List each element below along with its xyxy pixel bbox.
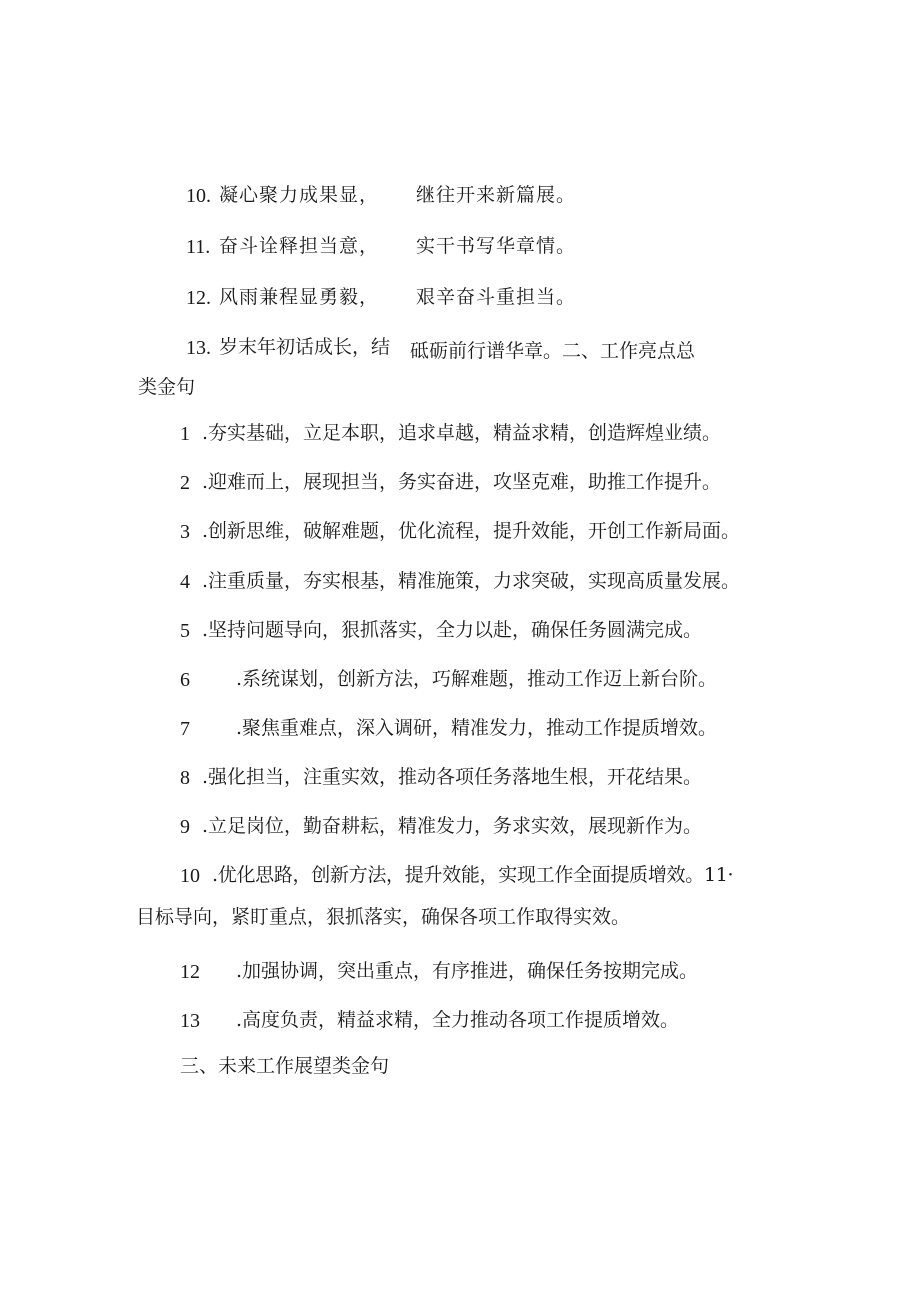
- item-text: .系统谋划，创新方法，巧解难题，推动工作迈上新台阶。: [236, 668, 718, 690]
- couplet-second-half: 艰辛奋斗重担当。: [416, 286, 577, 308]
- item-text: .坚持问题导向，狠抓落实，全力以赴，确保任务圆满完成。: [202, 619, 703, 641]
- couplet-second-half: 砥砺前行谱华章。二、工作亮点总: [410, 340, 696, 362]
- item-number: 12.: [186, 287, 211, 309]
- item-text: .注重质量，夯实根基，精准施策，力求突破，实现高质量发展。: [202, 570, 741, 592]
- item-number: 10: [180, 865, 200, 887]
- item-number: 12: [180, 961, 200, 983]
- section-heading: 三、未来工作展望类金句: [180, 1055, 390, 1077]
- item-number: 1: [180, 423, 190, 445]
- item-number: 7: [180, 718, 190, 740]
- couplet-second-half: 继往开来新篇展。: [416, 184, 577, 206]
- item-text: .立足岗位，勤奋耕耘，精准发力，务求实效，展现新作为。: [202, 815, 703, 837]
- item-number: 8: [180, 767, 190, 789]
- couplet-first-half: 凝心聚力成果显，: [219, 184, 380, 206]
- item-number: 13: [180, 1010, 200, 1032]
- item-text: .夯实基础，立足本职，追求卓越，精益求精，创造辉煌业绩。: [202, 422, 722, 444]
- item-text: .迎难而上，展现担当，务实奋进，攻坚克难，助推工作提升。: [202, 471, 722, 493]
- couplet-first-half: 岁末年初话成长，结: [219, 336, 391, 358]
- item-number: 13.: [186, 337, 211, 359]
- item-number: 5: [180, 620, 190, 642]
- item-number: 11.: [186, 236, 211, 258]
- item-text: .聚焦重难点，深入调研，精准发力，推动工作提质增效。: [236, 717, 718, 739]
- item-number: 3: [180, 521, 190, 543]
- item-text: .高度负责，精益求精，全力推动各项工作提质增效。: [236, 1009, 680, 1031]
- item-number: 2: [180, 472, 190, 494]
- item-text: .强化担当，注重实效，推动各项任务落地生根，开花结果。: [202, 766, 703, 788]
- item-text: 目标导向，紧盯重点，狠抓落实，确保各项工作取得实效。: [136, 906, 631, 928]
- couplet-first-half: 风雨兼程显勇毅，: [219, 286, 380, 308]
- couplet-second-half: 实干书写华章情。: [416, 235, 577, 257]
- item-number: 9: [180, 816, 190, 838]
- item-number: 10.: [186, 185, 211, 207]
- section-heading-tail: 类金句: [138, 376, 196, 398]
- item-number: 4: [180, 571, 190, 593]
- item-text: .加强协调，突出重点，有序推进，确保任务按期完成。: [236, 960, 699, 982]
- item-text: .优化思路，创新方法，提升效能，实现工作全面提质增效。11·: [212, 864, 734, 886]
- couplet-first-half: 奋斗诠释担当意，: [219, 235, 380, 257]
- item-number: 6: [180, 669, 190, 691]
- item-text: .创新思维，破解难题，优化流程，提升效能，开创工作新局面。: [202, 520, 741, 542]
